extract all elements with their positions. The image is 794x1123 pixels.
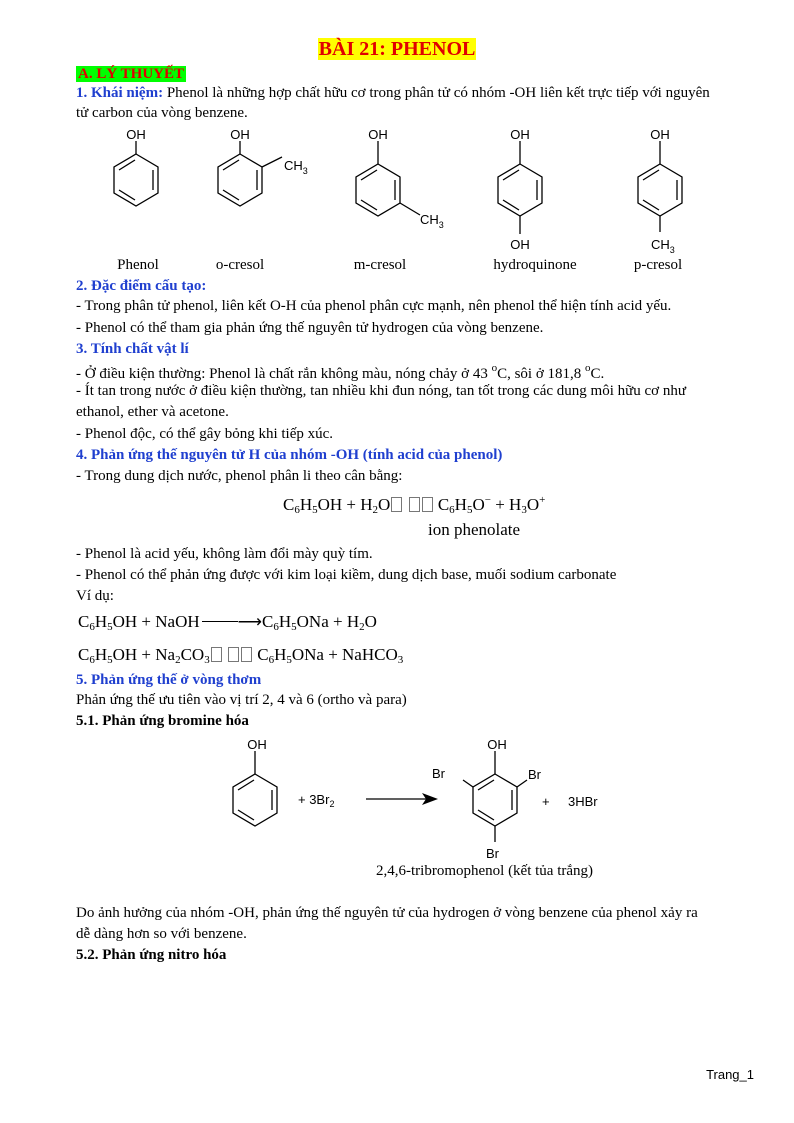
bromination-note-2: dễ dàng hơn so với benzene. — [76, 926, 247, 942]
concept-heading: 1. Khái niệm: — [76, 85, 164, 101]
acid-line-1: - Trong dung dịch nước, phenol phân li theo cân bằng: — [76, 468, 403, 484]
p-cresol-oh-label: OH — [650, 127, 670, 142]
physical-line-1: - Ở điều kiện thường: Phenol là chất rắn không màu, nóng chảy ở 43 $^o$C, sôi ở 181,8 $^o$C. — [76, 362, 605, 382]
m-cresol-ch3-label: $CH_3$ — [420, 212, 444, 230]
section-a-heading: A. LÝ THUYẾT — [78, 66, 184, 82]
physical-line-2: - Ít tan trong nước ở điều kiện thường, tan nhiều khi đun nóng, tan tốt trong các dung môi hữu cơ như — [76, 383, 686, 399]
caption-phenol: Phenol — [117, 257, 159, 273]
caption-hydroquinone: hydroquinone — [493, 257, 577, 273]
o-cresol-oh-label: OH — [230, 127, 250, 142]
aromatic-line-1: Phản ứng thế ưu tiên vào vị trí 2, 4 và 6 (ortho và para) — [76, 692, 407, 708]
m-cresol-oh-label: OH — [368, 127, 388, 142]
structure-line-2: - Phenol có thể tham gia phản ứng thế nguyên tử hydrogen của vòng benzene. — [76, 320, 544, 336]
product-oh-label: OH — [487, 737, 507, 752]
reactant-phenol — [233, 751, 277, 826]
physical-line-4: - Phenol độc, có thể gây bỏng khi tiếp xúc. — [76, 426, 334, 442]
byproduct-hbr: 3HBr — [568, 794, 598, 809]
product-br-para: Br — [486, 846, 499, 861]
phenol-molecule — [114, 141, 158, 206]
naoh-equation: $C_6H_5OH$ + NaOH $⟶C_6H_5ONa + H_2O$ — [78, 612, 377, 633]
phenol-oh-label: OH — [126, 127, 146, 142]
example-label: Ví dụ: — [76, 588, 114, 604]
phenol-structures — [100, 124, 700, 254]
physical-heading: 3. Tính chất vật lí — [76, 341, 189, 357]
page-title: BÀI 21: PHENOL — [318, 38, 476, 60]
product-br-ortho-left: Br — [432, 766, 445, 781]
physical-line-3: ethanol, ether và acetone. — [76, 404, 229, 420]
ionization-equation: $C_6H_5OH + H_2O$ $C_6H_5O^- + H_3O^+$ — [283, 494, 546, 516]
hydroquinone-molecule — [498, 141, 542, 234]
page-number: Trang_1 — [706, 1067, 754, 1082]
caption-p-cresol: p-cresol — [633, 257, 683, 273]
reactant-oh-label: OH — [247, 737, 267, 752]
product-br-ortho-right: Br — [528, 767, 541, 782]
product-caption: 2,4,6-tribromophenol (kết tủa trắng) — [376, 863, 594, 879]
hydroquinone-oh-top: OH — [510, 127, 530, 142]
o-cresol-molecule — [218, 141, 282, 206]
concept-text-1: Phenol là những hợp chất hữu cơ trong phân tử có nhóm -OH liên kết trực tiếp với nguyên — [163, 85, 710, 101]
concept-line-2: tử carbon của vòng benzene. — [76, 105, 248, 121]
caption-m-cresol: m-cresol — [353, 257, 407, 273]
acid-heading: 4. Phản ứng thế nguyên tử H của nhóm -OH (tính acid của phenol) — [76, 447, 503, 463]
concept-line-1 — [76, 85, 710, 102]
bromination-reaction — [200, 734, 620, 864]
p-cresol-molecule — [638, 141, 682, 232]
o-cresol-ch3-label: $CH_3$ — [284, 158, 308, 176]
na2co3-equation: $C_6H_5OH + Na_2CO_3$ $C_6H_5ONa$ + NaHCO$_3$ — [78, 645, 404, 666]
hydroquinone-oh-bottom: OH — [510, 237, 530, 252]
structure-heading: 2. Đặc điểm cấu tạo: — [76, 278, 207, 294]
bromination-heading: 5.1. Phản ứng bromine hóa — [76, 713, 249, 729]
ion-phenolate-label: ion phenolate — [428, 520, 521, 539]
acid-line-3: - Phenol có thể phản ứng được với kim loại kiềm, dung dịch base, muối sodium carbonate — [76, 567, 617, 583]
product-plus: + — [542, 794, 550, 809]
p-cresol-ch3-label: $CH_3$ — [651, 237, 675, 254]
m-cresol-molecule — [356, 141, 420, 216]
reagent-br2: + $3Br_2$ — [298, 792, 335, 809]
product-tribromophenol — [463, 751, 527, 842]
aromatic-heading: 5. Phản ứng thế ở vòng thơm — [76, 672, 262, 688]
nitration-heading: 5.2. Phản ứng nitro hóa — [76, 947, 227, 963]
structure-line-1: - Trong phân tử phenol, liên kết O-H của phenol phân cực mạnh, nên phenol thể hiện tính acid yếu. — [76, 298, 672, 314]
bromination-note-1: Do ảnh hưởng của nhóm -OH, phản ứng thế nguyên tử của hydrogen ở vòng benzene của phenol xảy ra — [76, 905, 698, 921]
caption-o-cresol: o-cresol — [215, 257, 265, 273]
acid-line-2: - Phenol là acid yếu, không làm đổi mày quỳ tím. — [76, 546, 373, 562]
